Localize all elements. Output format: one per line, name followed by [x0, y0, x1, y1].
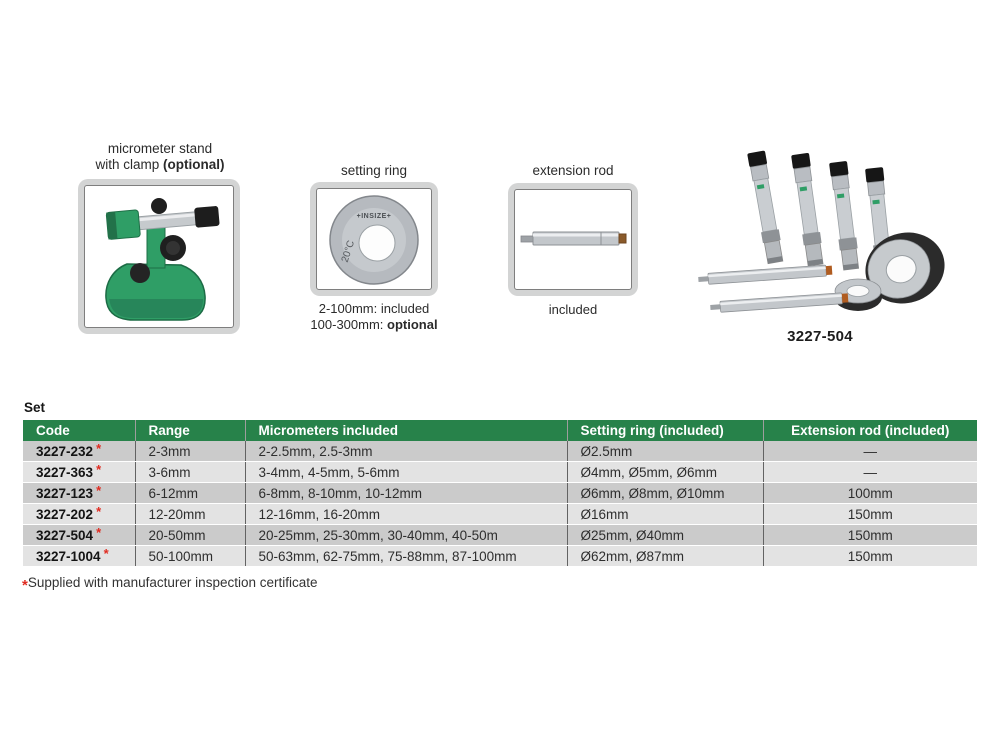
range-cell: 6-12mm: [135, 483, 245, 504]
header-setting-ring: Setting ring (included): [567, 420, 763, 441]
footnote-text: Supplied with manufacturer inspection certificate: [27, 575, 318, 590]
certificate-asterisk: *: [96, 524, 102, 540]
table-header-row: [23, 420, 977, 441]
micrometers-cell: 3-4mm, 4-5mm, 5-6mm: [245, 462, 567, 483]
code-cell: 3227-504 *: [23, 525, 135, 546]
setting-ring-illustration: [317, 189, 431, 289]
range-cell: 12-20mm: [135, 504, 245, 525]
extension-rod-cell: 150mm: [763, 504, 977, 525]
ring-temp-text: 20°C: [339, 239, 358, 264]
set-section-heading: Set: [24, 400, 46, 415]
set-photo: [690, 140, 990, 325]
range-cell: 2-3mm: [135, 441, 245, 462]
certificate-asterisk: *: [103, 545, 109, 561]
set-table: [23, 420, 977, 567]
setting-ring-cell: Ø16mm: [567, 504, 763, 525]
ring-brand-text: +INSIZE+: [356, 213, 392, 220]
micrometer-stand-illustration: [85, 186, 233, 327]
table-row: [23, 483, 977, 504]
set-table-wrap: [23, 420, 977, 567]
code-cell: 3227-363 *: [23, 462, 135, 483]
footnote-asterisk: *: [22, 577, 28, 594]
table-row: [23, 462, 977, 483]
stand-photo-frame: [78, 179, 240, 334]
footnote: [22, 575, 318, 592]
header-extension-rod: Extension rod (included): [763, 420, 977, 441]
micrometers-cell: 6-8mm, 8-10mm, 10-12mm: [245, 483, 567, 504]
certificate-asterisk: *: [96, 441, 102, 456]
setting-ring-cell: Ø4mm, Ø5mm, Ø6mm: [567, 462, 763, 483]
micrometers-cell: 12-16mm, 16-20mm: [245, 504, 567, 525]
setting-ring-photo-frame: [310, 182, 438, 296]
table-row: [23, 546, 977, 567]
code-cell: 3227-202 *: [23, 504, 135, 525]
header-micrometers: Micrometers included: [245, 420, 567, 441]
micrometers-cell: 20-25mm, 25-30mm, 30-40mm, 40-50m: [245, 525, 567, 546]
extension-rod-cell: 150mm: [763, 546, 977, 567]
extension-rod-note: included: [548, 302, 598, 317]
certificate-asterisk: *: [96, 461, 102, 477]
table-row: [23, 525, 977, 546]
extension-rod-cell: —: [763, 462, 977, 483]
extension-rod-cell: —: [763, 441, 977, 462]
micrometers-cell: 50-63mm, 62-75mm, 75-88mm, 87-100mm: [245, 546, 567, 567]
table-row: [23, 504, 977, 525]
certificate-asterisk: *: [96, 503, 102, 519]
stand-caption: [40, 141, 280, 173]
setting-ring-cell: Ø6mm, Ø8mm, Ø10mm: [567, 483, 763, 504]
extension-rod-caption: extension rod: [532, 163, 614, 178]
set-photo-label: 3227-504: [787, 328, 853, 345]
certificate-asterisk: *: [96, 482, 102, 498]
set-table-body: [23, 441, 977, 567]
micrometers-cell: 2-2.5mm, 2.5-3mm: [245, 441, 567, 462]
code-cell: 3227-123 *: [23, 483, 135, 504]
setting-ring-cell: Ø25mm, Ø40mm: [567, 525, 763, 546]
stand-caption-line2: with clamp: [95, 157, 164, 172]
header-code: Code: [23, 420, 135, 441]
stand-photo: [84, 185, 234, 328]
code-cell: 3227-1004 *: [23, 546, 135, 567]
extension-rod-illustration: [515, 190, 631, 289]
range-cell: 50-100mm: [135, 546, 245, 567]
stand-caption-optional: (optional): [163, 157, 225, 172]
range-cell: 20-50mm: [135, 525, 245, 546]
setting-ring-cell: Ø2.5mm: [567, 441, 763, 462]
extension-rod-cell: 100mm: [763, 483, 977, 504]
extension-rod-cell: 150mm: [763, 525, 977, 546]
setting-ring-photo: [316, 188, 432, 290]
range-cell: 3-6mm: [135, 462, 245, 483]
code-cell: 3227-232 *: [23, 441, 135, 462]
extension-rod-photo-frame: [508, 183, 638, 296]
extension-rod-photo: [514, 189, 632, 290]
table-row: [23, 441, 977, 462]
stand-caption-line1: micrometer stand: [107, 141, 213, 156]
setting-ring-caption: setting ring: [340, 163, 408, 178]
setting-ring-cell: Ø62mm, Ø87mm: [567, 546, 763, 567]
setting-ring-note: 2-100mm: included 100-300mm: optional: [310, 301, 438, 332]
header-range: Range: [135, 420, 245, 441]
micrometer-set-illustration: [690, 140, 990, 325]
